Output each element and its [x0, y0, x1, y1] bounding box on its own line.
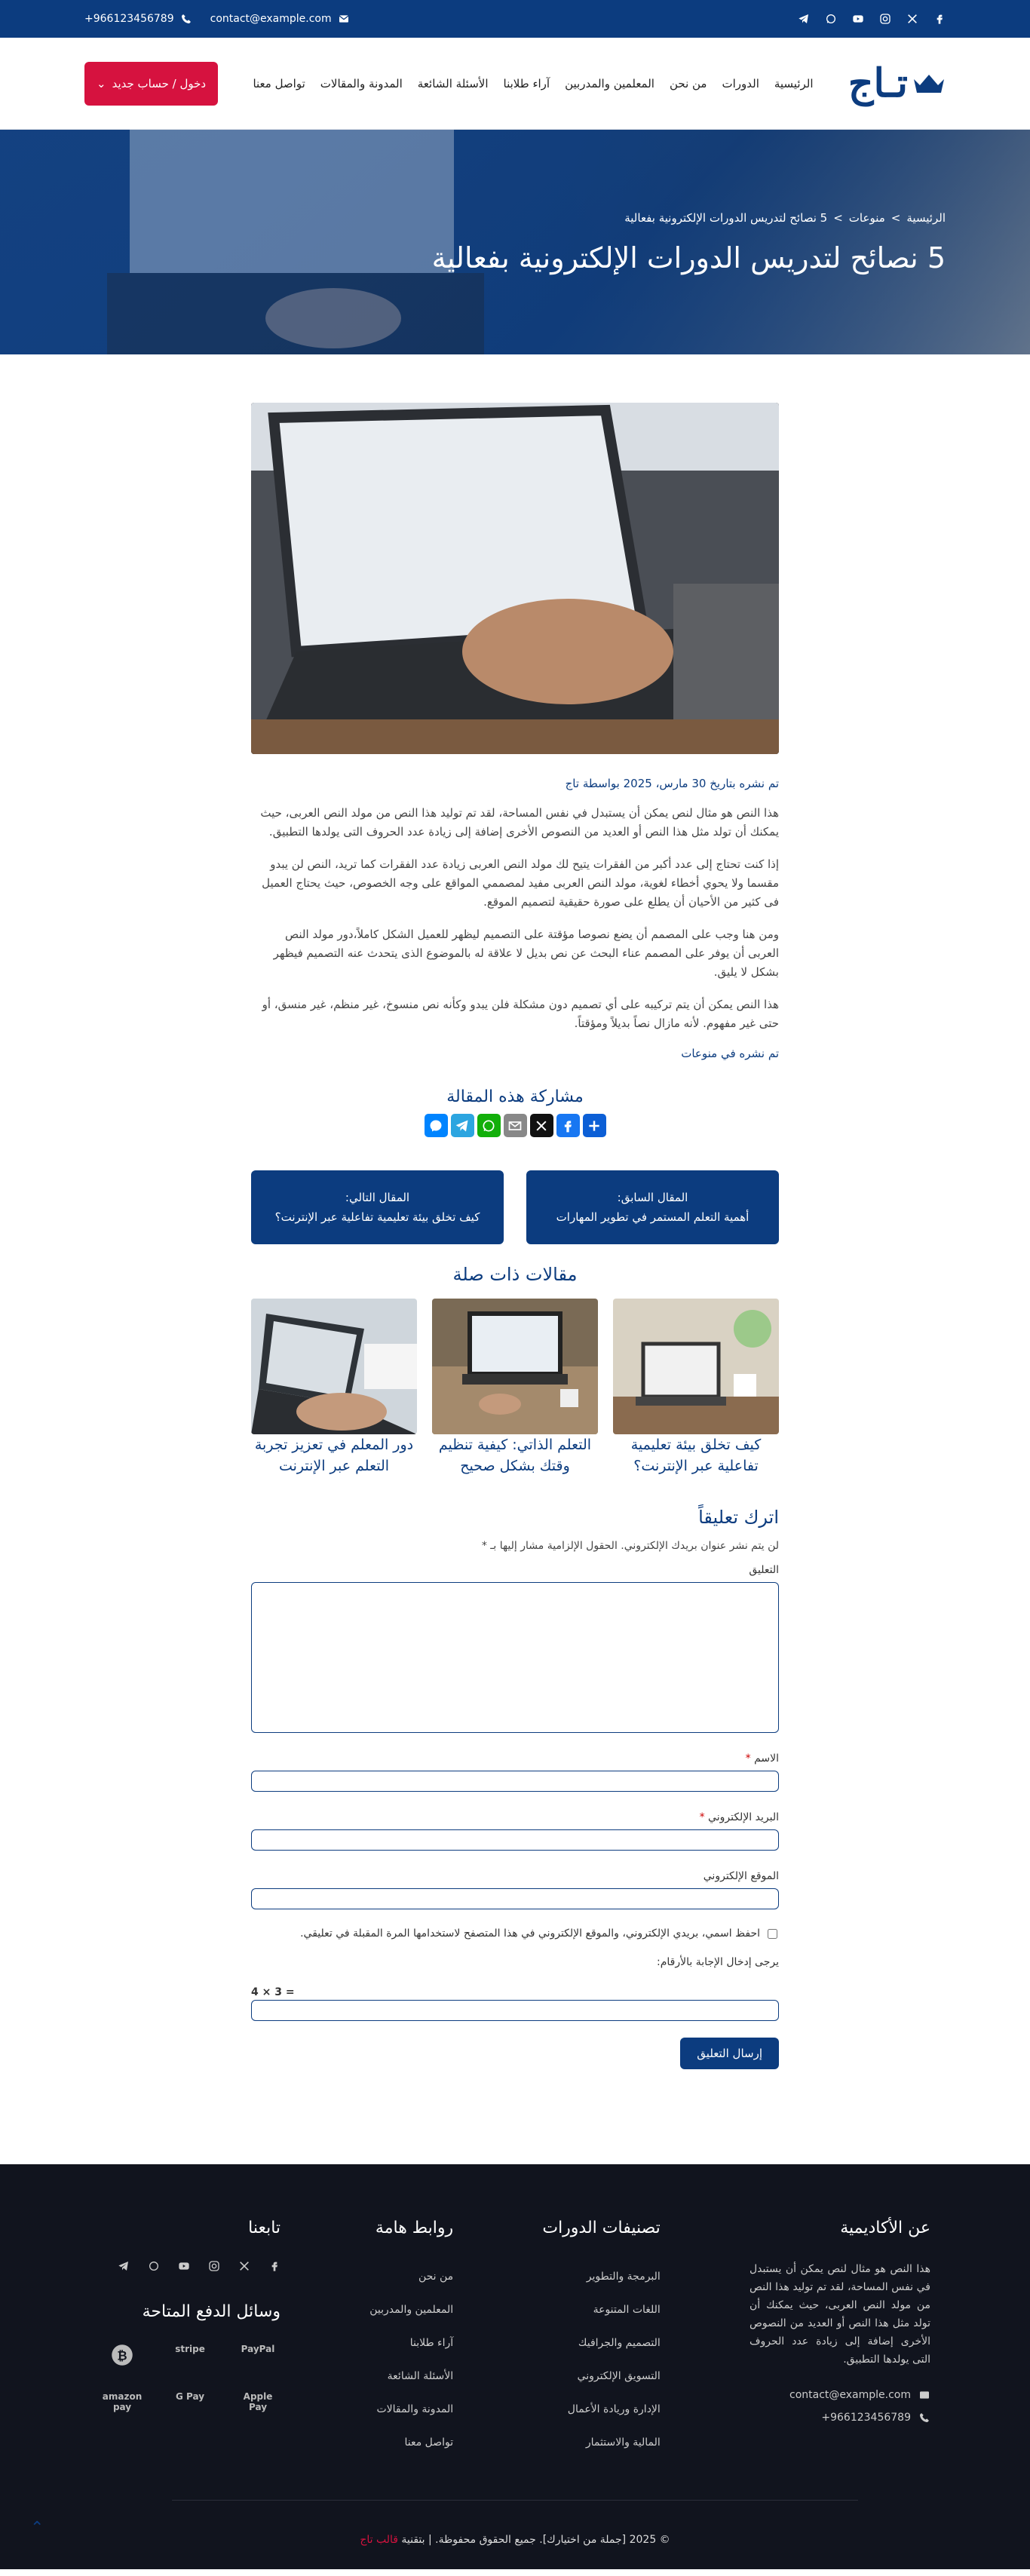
next-post-link[interactable]	[251, 1170, 504, 1244]
breadcrumb-current: 5 نصائح لتدريس الدورات الإلكترونية بفعالية	[624, 211, 828, 225]
required-star: *	[745, 1753, 751, 1765]
related-posts-title: مقالات ذات صلة	[452, 1264, 578, 1285]
footer-links-title: روابط هامة	[375, 2219, 454, 2237]
footer-about-title: عن الأكاديمية	[840, 2219, 930, 2237]
google-pay-icon: G Pay	[175, 2391, 205, 2402]
previous-post-link[interactable]	[526, 1170, 779, 1244]
top-contact	[84, 13, 350, 25]
footer-link[interactable]: المدونة والمقالات	[376, 2403, 454, 2415]
main-header	[0, 38, 1030, 130]
save-info-checkbox[interactable]	[768, 1929, 777, 1939]
save-info-row[interactable]	[251, 1927, 779, 1940]
telegram-icon[interactable]	[118, 2260, 130, 2272]
top-email[interactable]	[210, 13, 350, 25]
related-post-card[interactable]	[432, 1299, 598, 1477]
facebook-icon[interactable]	[268, 2260, 280, 2272]
nav-faq[interactable]: الأسئلة الشائعة	[417, 76, 489, 90]
top-phone[interactable]	[84, 13, 192, 25]
nav-contact[interactable]: تواصل معنا	[253, 76, 305, 90]
facebook-icon[interactable]	[933, 13, 946, 25]
amazon-pay-icon: amazon pay	[102, 2391, 143, 2412]
login-register-label: دخول / حساب جديد	[112, 76, 207, 90]
whatsapp-icon[interactable]	[825, 13, 837, 25]
breadcrumb-home[interactable]: الرئيسية	[906, 211, 946, 225]
footer-category-link[interactable]: المالية والاستثمار	[585, 2436, 661, 2449]
envelope-icon	[338, 13, 350, 25]
youtube-icon[interactable]	[852, 13, 864, 25]
crown-icon	[912, 72, 946, 96]
website-input[interactable]	[251, 1888, 779, 1909]
footer-follow	[100, 2219, 280, 2459]
share-title: مشاركة هذه المقالة	[446, 1087, 584, 1106]
previous-post-title: أهمية التعلم المستمر في تطوير المهارات	[556, 1210, 750, 1224]
footer-payment-title: وسائل الدفع المتاحة	[142, 2302, 281, 2321]
footer-phone[interactable]	[750, 2406, 930, 2429]
required-star: *	[481, 1540, 487, 1552]
x-icon[interactable]	[906, 13, 918, 25]
page-title: 5 نصائح لتدريس الدورات الإلكترونية بفعالية	[431, 241, 946, 274]
post-meta	[251, 777, 779, 790]
post-paragraph: إذا كنت تحتاج إلى عدد أكبر من الفقرات يتيح لك مولد النص العربى زيادة عدد الفقرات كما تريد، النص لن يبدو مقسما ولا يحوي أخطاء لغوية، مولد النص العربى مفيد لمصممي المواقع على وجه الخصوص، حيث يحتاج العميل فى كثير من الأحيان أن يطلع على صورة حقيقية لتصميم الموقع.	[262, 857, 779, 909]
footer-about	[750, 2219, 930, 2459]
instagram-icon[interactable]	[879, 13, 891, 25]
save-info-label: احفظ اسمي، بريدي الإلكتروني، والموقع الإلكتروني في هذا المتصفح لاستخدامها المرة المقبلة في تعليقي.	[300, 1927, 760, 1940]
post-category-link[interactable]: منوعات	[681, 1047, 718, 1060]
meta-prefix: تم نشره بتاريخ	[710, 777, 779, 790]
nav-blog[interactable]: المدونة والمقالات	[320, 76, 403, 90]
phone-icon	[180, 13, 192, 25]
next-post-title: كيف تخلق بيئة تعليمية تفاعلية عبر الإنترنت؟	[274, 1210, 480, 1224]
post-paragraph: هذا النص يمكن أن يتم تركيبه على أي تصميم دون مشكلة فلن يبدو وكأنه نص منسوخ، غير منظم، غير منسق، أو حتى غير مفهوم. لأنه مازال نصاً بديلاً ومؤقتاً.	[262, 998, 779, 1030]
nav-home[interactable]: الرئيسية	[774, 76, 814, 90]
top-email-text: contact@example.com	[210, 13, 332, 25]
footer-link[interactable]: تواصل معنا	[404, 2436, 454, 2449]
website-label: الموقع الإلكتروني	[703, 1870, 779, 1882]
captcha-question	[251, 1986, 779, 1998]
breadcrumb-separator: >	[833, 211, 843, 225]
email-input[interactable]	[251, 1829, 779, 1851]
footer-category-link[interactable]: الإدارة وريادة الأعمال	[567, 2403, 661, 2415]
post-navigation	[251, 1170, 779, 1244]
footer-categories	[542, 2219, 660, 2459]
envelope-icon	[918, 2389, 930, 2401]
payment-methods	[100, 2344, 280, 2412]
page-hero	[0, 130, 1030, 354]
post-paragraph: هذا النص هو مثال لنص يمكن أن يستبدل في نفس المساحة، لقد تم توليد هذا النص من مولد النص العربى، حيث يمكنك أن تولد مثل هذا النص أو العديد من النصوص الأخرى إضافة إلى زيادة عدد الحروف التى يولدها التطبيق.	[260, 806, 779, 839]
footer-category-link[interactable]: اللغات المتنوعة	[593, 2304, 661, 2316]
captcha-label: يرجى إدخال الإجابة بالأرقام:	[657, 1956, 779, 1968]
footer-email[interactable]	[750, 2384, 930, 2406]
scroll-to-top-icon[interactable]: ⌃	[30, 2519, 44, 2538]
post-category-line	[251, 1047, 779, 1060]
footer-category-link[interactable]: التصميم والجرافيك	[578, 2337, 661, 2349]
comment-label: التعليق	[749, 1564, 779, 1576]
x-icon[interactable]	[238, 2260, 250, 2272]
breadcrumb-category[interactable]: منوعات	[848, 211, 885, 225]
copyright	[0, 2534, 1030, 2546]
related-post-title[interactable]: كيف تخلق بيئة تعليمية تفاعلية عبر الإنترنت؟	[630, 1437, 762, 1474]
footer-link[interactable]: آراء طلابنا	[409, 2337, 454, 2349]
nav-courses[interactable]: الدورات	[722, 76, 759, 90]
top-bar	[0, 0, 1030, 38]
related-posts	[251, 1299, 779, 1477]
footer-phone-text: +966123456789	[821, 2412, 911, 2424]
x-share-icon[interactable]	[530, 1114, 553, 1137]
footer-follow-title: تابعنا	[248, 2219, 281, 2237]
whatsapp-icon[interactable]	[148, 2260, 160, 2272]
nav-about[interactable]: من نحن	[669, 76, 707, 90]
comment-textarea[interactable]	[251, 1582, 779, 1733]
post-date[interactable]: 30 مارس، 2025	[623, 777, 707, 790]
svg-text:₿: ₿	[117, 2348, 127, 2363]
footer-contact	[750, 2384, 930, 2429]
name-input[interactable]	[251, 1771, 779, 1792]
instagram-icon[interactable]	[208, 2260, 220, 2272]
messenger-share-icon[interactable]	[425, 1114, 448, 1137]
phone-icon	[918, 2412, 930, 2424]
email-share-icon[interactable]	[504, 1114, 527, 1137]
site-footer	[0, 2164, 1030, 2569]
related-post-title[interactable]: دور المعلم في تعزيز تجربة التعلم عبر الإنترنت	[254, 1437, 414, 1474]
login-register-button[interactable]	[84, 62, 218, 106]
paypal-icon: PayPal	[241, 2344, 275, 2354]
next-post-label: المقال التالي:	[345, 1191, 410, 1204]
top-social-links	[798, 13, 946, 25]
breadcrumb-separator: >	[891, 211, 901, 225]
share-buttons	[251, 1114, 779, 1137]
comment-form-note	[251, 1540, 779, 1552]
main-nav	[253, 77, 813, 90]
post-content	[251, 403, 779, 2069]
facebook-share-icon[interactable]	[556, 1114, 580, 1137]
breadcrumb	[624, 211, 946, 225]
footer-links	[369, 2219, 453, 2459]
captcha-question-text: 4 × 3 =	[251, 1986, 295, 1998]
telegram-share-icon[interactable]	[451, 1114, 474, 1137]
post-author[interactable]: تاج	[565, 777, 580, 790]
footer-category-link[interactable]: البرمجة والتطوير	[586, 2271, 661, 2283]
share-more-icon[interactable]	[583, 1114, 606, 1137]
stripe-icon: stripe	[175, 2344, 205, 2354]
meta-by: بواسطة	[582, 777, 620, 790]
apple-pay-icon: Apple Pay	[243, 2391, 273, 2412]
email-label-row	[251, 1811, 779, 1823]
bitcoin-icon	[100, 2344, 145, 2369]
name-label-row	[251, 1753, 779, 1765]
related-post-image[interactable]	[251, 1299, 417, 1434]
related-post-image[interactable]	[432, 1299, 598, 1434]
footer-about-text: هذا النص هو مثال لنص يمكن أن يستبدل في نفس المساحة، لقد تم توليد هذا النص من مولد النص العربى، حيث يمكنك أن تولد مثل هذا النص أو العديد من النصوص الأخرى إضافة إلى زيادة عدد الحروف التى يولدها التطبيق.	[750, 2263, 930, 2366]
related-post-title[interactable]: التعلم الذاتي: كيفية تنظيم وقتك بشكل صحيح	[438, 1437, 592, 1474]
email-label: البريد الإلكتروني	[708, 1811, 779, 1823]
logo-text: تـاج	[848, 60, 908, 106]
footer-link[interactable]: المعلمين والمدربين	[369, 2304, 454, 2316]
required-star: *	[699, 1811, 705, 1823]
category-prefix: تم نشره في	[720, 1047, 779, 1060]
related-post-card[interactable]	[613, 1299, 779, 1477]
whatsapp-share-icon[interactable]	[477, 1114, 501, 1137]
site-logo[interactable]	[848, 60, 946, 106]
footer-email-text: contact@example.com	[789, 2389, 911, 2401]
copyright-brand-link[interactable]: قالب تاج	[360, 2534, 398, 2546]
submit-comment-button[interactable]: إرسال التعليق	[680, 2038, 779, 2069]
top-phone-text: +966123456789	[84, 13, 174, 25]
comment-form-title: اترك تعليقاً	[698, 1507, 779, 1528]
post-paragraph: ومن هنا وجب على المصمم أن يضع نصوصا مؤقتة على التصميم ليظهر للعميل الشكل كاملاً،دور مولد النص العربى أن يوفر على المصمم عناء البحث عن نص بديل لا علاقة له بالموضوع الذى يتحدث عنه التصميم فيظهر بشكل لا يليق.	[273, 928, 779, 979]
footer-social-links	[100, 2260, 280, 2272]
youtube-icon[interactable]	[178, 2260, 190, 2272]
footer-categories-title: تصنيفات الدورات	[542, 2219, 661, 2237]
copyright-text: © 2025 [جملة من اختيارك]. جميع الحقوق محفوظة. | بتقنية	[401, 2534, 670, 2546]
comment-note-text: لن يتم نشر عنوان بريدك الإلكتروني. الحقول الإلزامية مشار إليها بـ	[490, 1540, 779, 1552]
footer-divider	[172, 2500, 858, 2501]
featured-image	[251, 403, 779, 754]
related-post-card[interactable]	[251, 1299, 417, 1477]
nav-instructors[interactable]: المعلمين والمدربين	[565, 76, 654, 90]
footer-link[interactable]: الأسئلة الشائعة	[387, 2370, 454, 2382]
telegram-icon[interactable]	[798, 13, 810, 25]
related-post-image[interactable]	[613, 1299, 779, 1434]
name-label: الاسم	[754, 1753, 779, 1765]
nav-testimonials[interactable]: آراء طلابنا	[503, 76, 550, 90]
previous-post-label: المقال السابق:	[617, 1191, 688, 1204]
footer-category-link[interactable]: التسويق الإلكتروني	[577, 2370, 661, 2382]
captcha-input[interactable]	[251, 2000, 779, 2021]
chevron-down-icon: ⌄	[97, 76, 106, 90]
footer-link[interactable]: من نحن	[418, 2271, 454, 2283]
